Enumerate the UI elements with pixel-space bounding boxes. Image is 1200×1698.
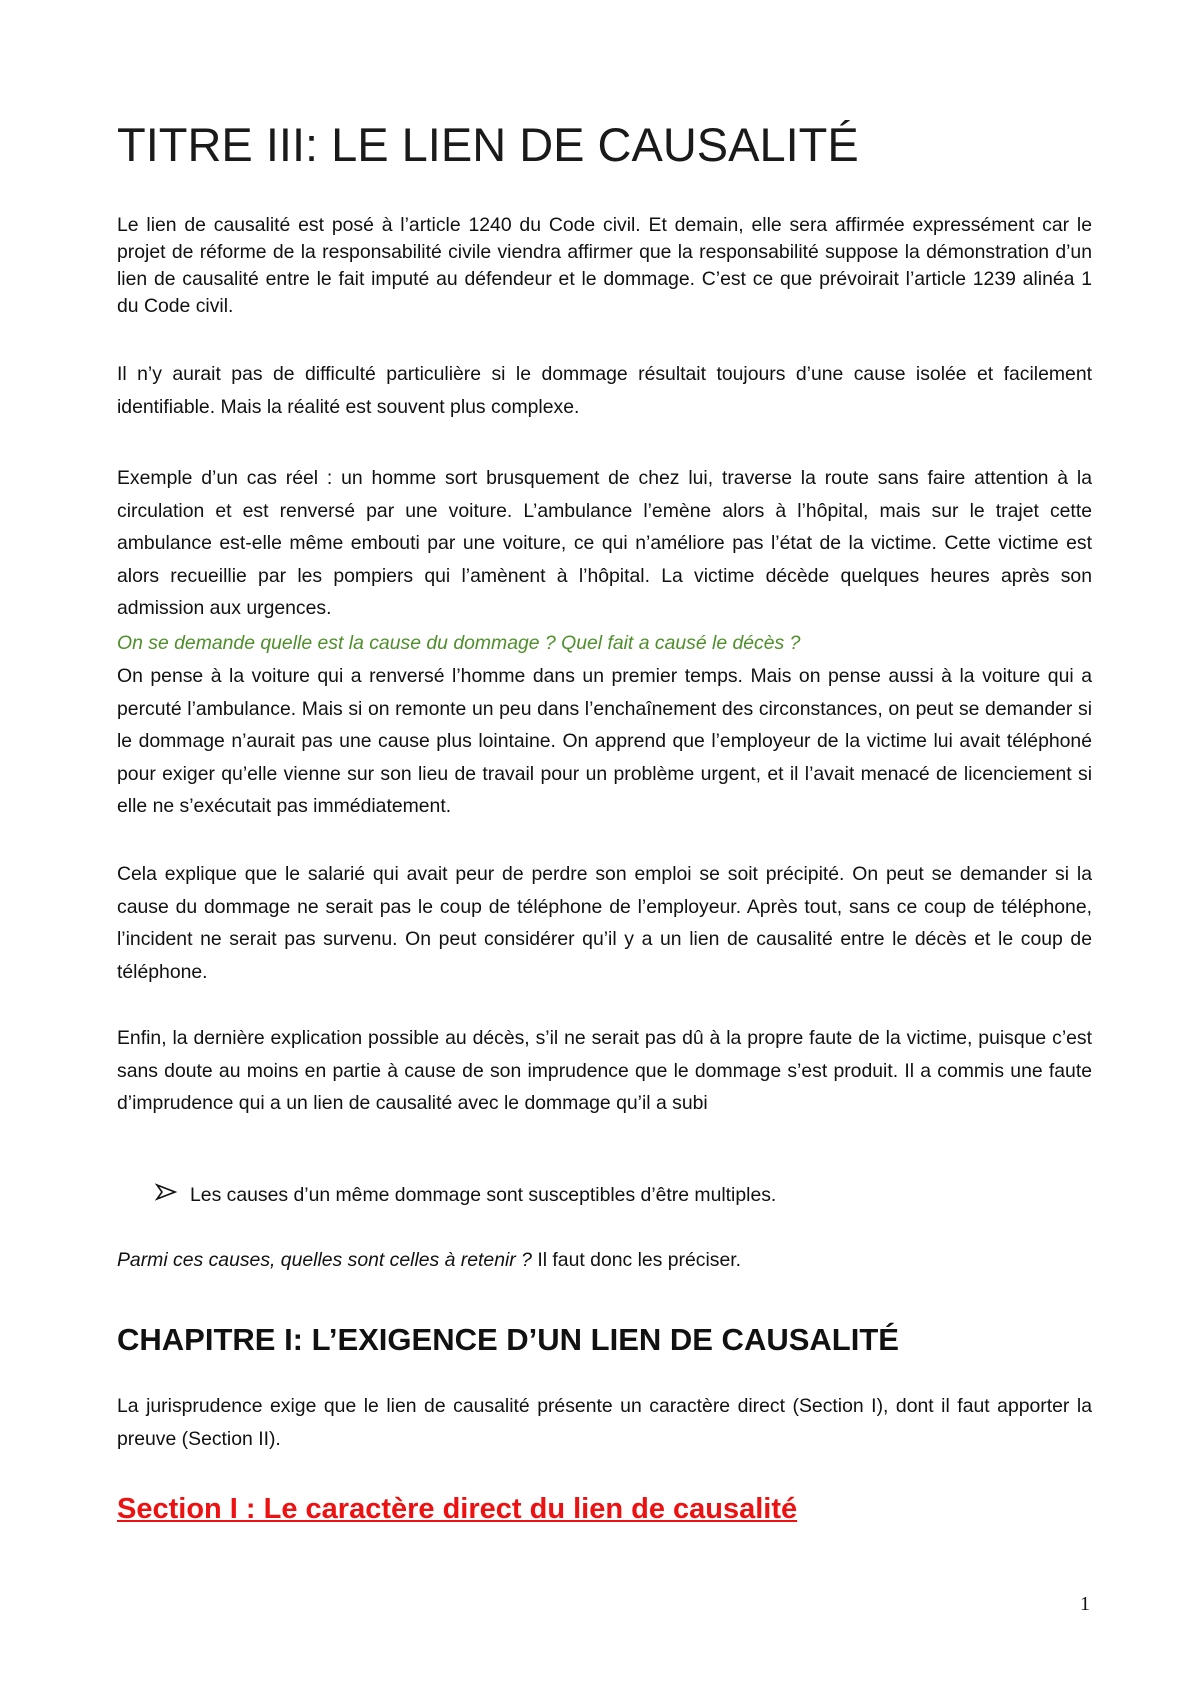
paragraph-jurisprudence: La jurisprudence exige que le lien de causalité présente un caractère direct (Section I), dont il faut apporter la preuve (Section II).: [117, 1395, 1092, 1450]
italic-question: Parmi ces causes, quelles sont celles à retenir ?: [117, 1249, 532, 1271]
chapter-heading: CHAPITRE I: L’EXIGENCE D’UN LIEN DE CAUSALITÉ: [117, 1322, 899, 1357]
paragraph-intro: Le lien de causalité est posé à l’article 1240 du Code civil. Et demain, elle sera affirmée expressément car le projet de réforme de la responsabilité civile viendra affirmer que la responsabilité suppose la démonstration d’un lien de causalité entre le fait imputé au défendeur et le dommage. C’est ce que prévoirait l’article 1239 alinéa 1 du Code civil.: [117, 214, 1092, 317]
page-number: 1: [1080, 1593, 1090, 1615]
question-line: On se demande quelle est la cause du dommage ? Quel fait a causé le décès ?: [117, 632, 801, 654]
paragraph-which-causes-rest: Il faut donc les préciser.: [531, 1249, 742, 1271]
paragraph-example: Exemple d’un cas réel : un homme sort brusquement de chez lui, traverse la route sans faire attention à la circulation et est renversé par une voiture. L’ambulance l’emène alors à l’hôpital, mais sur le trajet cette ambulance est-elle même embouti par une voiture, ce qui n’améliore pas l’état de la victime. Cette victime est alors recueillie par les pompiers qui l’amènent à l’hôpital. La victime décède quelques heures après son admission aux urgences.: [117, 467, 1092, 619]
paragraph-employer: Cela explique que le salarié qui avait peur de perdre son emploi se soit précipité. On peut se demander si la cause du dommage ne serait pas le coup de téléphone de l’employeur. Après tout, sans ce coup de téléphone, l’incident ne serait pas survenu. On peut considérer qu’il y a un lien de causalité entre le décès et le coup de téléphone.: [117, 863, 1092, 983]
section-heading: Section I : Le caractère direct du lien de causalité: [117, 1493, 798, 1525]
bullet-item: [155, 1179, 1055, 1211]
bullet-text: Les causes d’un même dommage sont susceptibles d’être multiples.: [190, 1184, 777, 1206]
paragraph-difficulty: Il n’y aurait pas de difficulté particulière si le dommage résultait toujours d’une cause isolée et facilement identifiable. Mais la réalité est souvent plus complexe.: [117, 363, 1092, 418]
arrowhead-bullet-icon: [155, 1179, 185, 1211]
page-title: TITRE III: LE LIEN DE CAUSALITÉ: [117, 118, 859, 171]
paragraph-which-causes: [117, 1244, 1092, 1277]
paragraph-causes: On pense à la voiture qui a renversé l’homme dans un premier temps. Mais on pense aussi à la voiture qui a percuté l’ambulance. Mais si on remonte un peu dans l’enchaînement des circonstances, on peut se demander si le dommage n’aurait pas une cause plus lointaine. On apprend que l’employeur de la victime lui avait téléphoné pour exiger qu’elle vienne sur son lieu de travail pour un problème urgent, et il l’avait menacé de licenciement si elle ne s’exécutait pas immédiatement.: [117, 665, 1092, 817]
paragraph-victim-fault: Enfin, la dernière explication possible au décès, s’il ne serait pas dû à la propre faute de la victime, puisque c’est sans doute au moins en partie à cause de son imprudence que le dommage s’est produit. Il a commis une faute d’imprudence qui a un lien de causalité avec le dommage qu’il a subi: [117, 1027, 1092, 1114]
